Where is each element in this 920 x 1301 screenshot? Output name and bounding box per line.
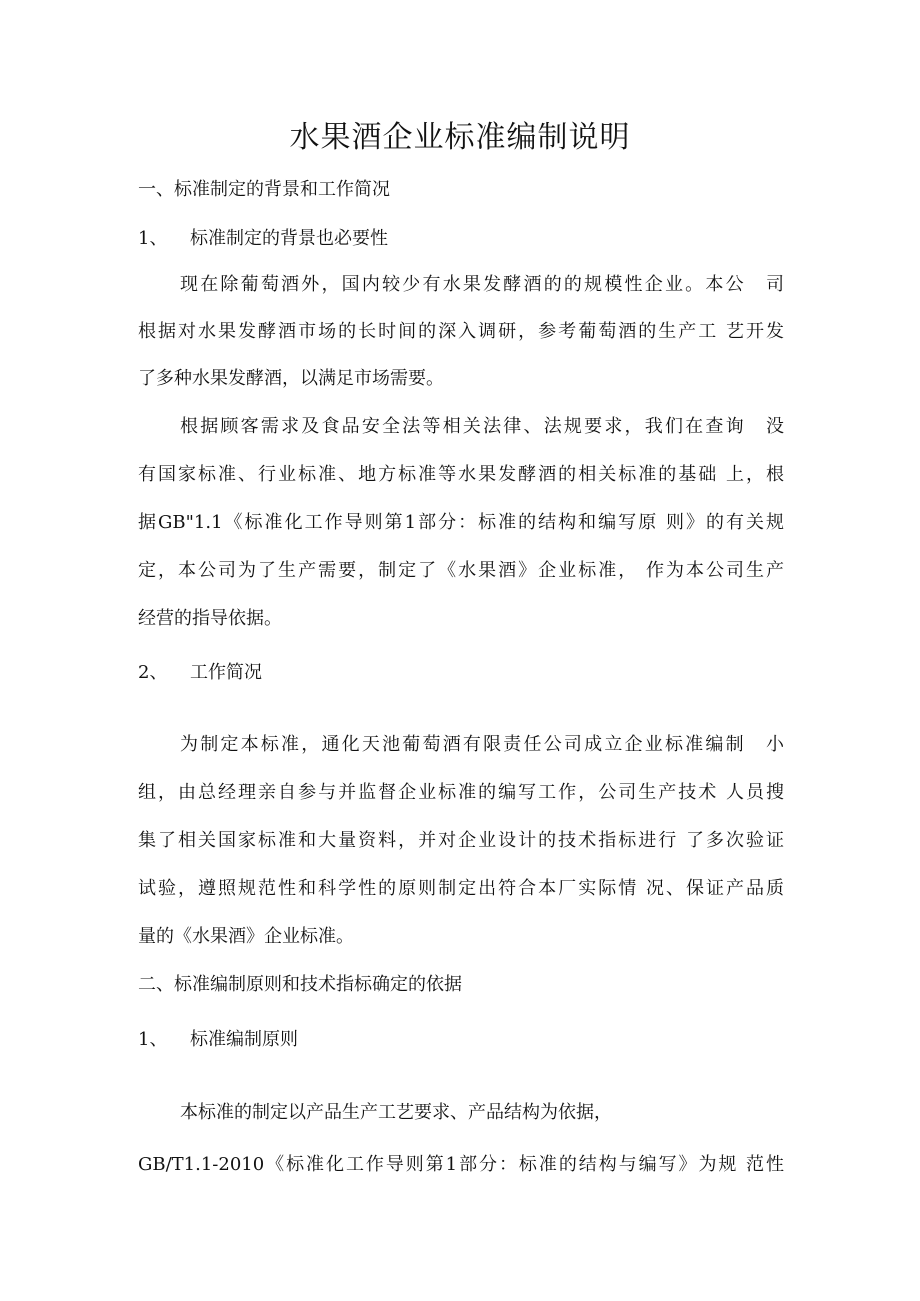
subsection-heading-1-2 xyxy=(138,658,262,688)
section-heading-2: 二、标准编制原则和技术指标确定的依据 xyxy=(138,974,462,995)
paragraph-line: 集了相关国家标准和大量资料，并对企业设计的技术指标进行 了多次验证 xyxy=(138,830,784,851)
subsection-number: 1、 xyxy=(138,1029,168,1050)
subsection-number: 2、 xyxy=(138,662,168,683)
paragraph-line: GB/T1.1-2010《标准化工作导则第1部分：标准的结构与编写》为规 范性 xyxy=(138,1154,784,1175)
paragraph-line: 了多种水果发酵酒，以满足市场需要。 xyxy=(138,368,444,389)
section-heading-1: 一、标准制定的背景和工作简况 xyxy=(138,179,390,200)
paragraph-line: 根据顾客需求及食品安全法等相关法律、法规要求，我们在查询 没 xyxy=(180,416,784,437)
paragraph-line: 本标准的制定以产品生产工艺要求、产品结构为依据， xyxy=(180,1102,612,1123)
subsection-heading-2-1 xyxy=(138,1025,298,1055)
paragraph-line: 为制定本标准，通化天池葡萄酒有限责任公司成立企业标准编制 小 xyxy=(180,734,784,755)
paragraph-line: 量的《水果酒》企业标准。 xyxy=(138,926,354,947)
subsection-title: 工作简况 xyxy=(190,662,262,683)
paragraph-line: 组，由总经理亲自参与并监督企业标准的编写工作，公司生产技术 人员搜 xyxy=(138,782,784,803)
subsection-number: 1、 xyxy=(138,228,168,249)
document-title: 水果酒企业标准编制说明 xyxy=(289,120,631,155)
subsection-heading-1-1 xyxy=(138,224,388,254)
paragraph-line: 现在除葡萄酒外，国内较少有水果发酵酒的的规模性企业。本公 司 xyxy=(180,274,784,295)
paragraph-line: 根据对水果发酵酒市场的长时间的深入调研，参考葡萄酒的生产工 艺开发 xyxy=(138,321,784,342)
paragraph-line: 定，本公司为了生产需要，制定了《水果酒》企业标准， 作为本公司生产 xyxy=(138,560,784,581)
paragraph-line: 有国家标准、行业标准、地方标准等水果发酵酒的相关标准的基础 上，根 xyxy=(138,464,784,485)
subsection-title: 标准编制原则 xyxy=(190,1029,298,1050)
subsection-title: 标准制定的背景也必要性 xyxy=(190,228,388,249)
paragraph-line: 经营的指导依据。 xyxy=(138,608,282,629)
paragraph-line: 据GB"1.1《标准化工作导则第1部分：标准的结构和编写原 则》的有关规 xyxy=(138,512,784,533)
paragraph-line: 试验，遵照规范性和科学性的原则制定出符合本厂实际情 况、保证产品质 xyxy=(138,878,784,899)
